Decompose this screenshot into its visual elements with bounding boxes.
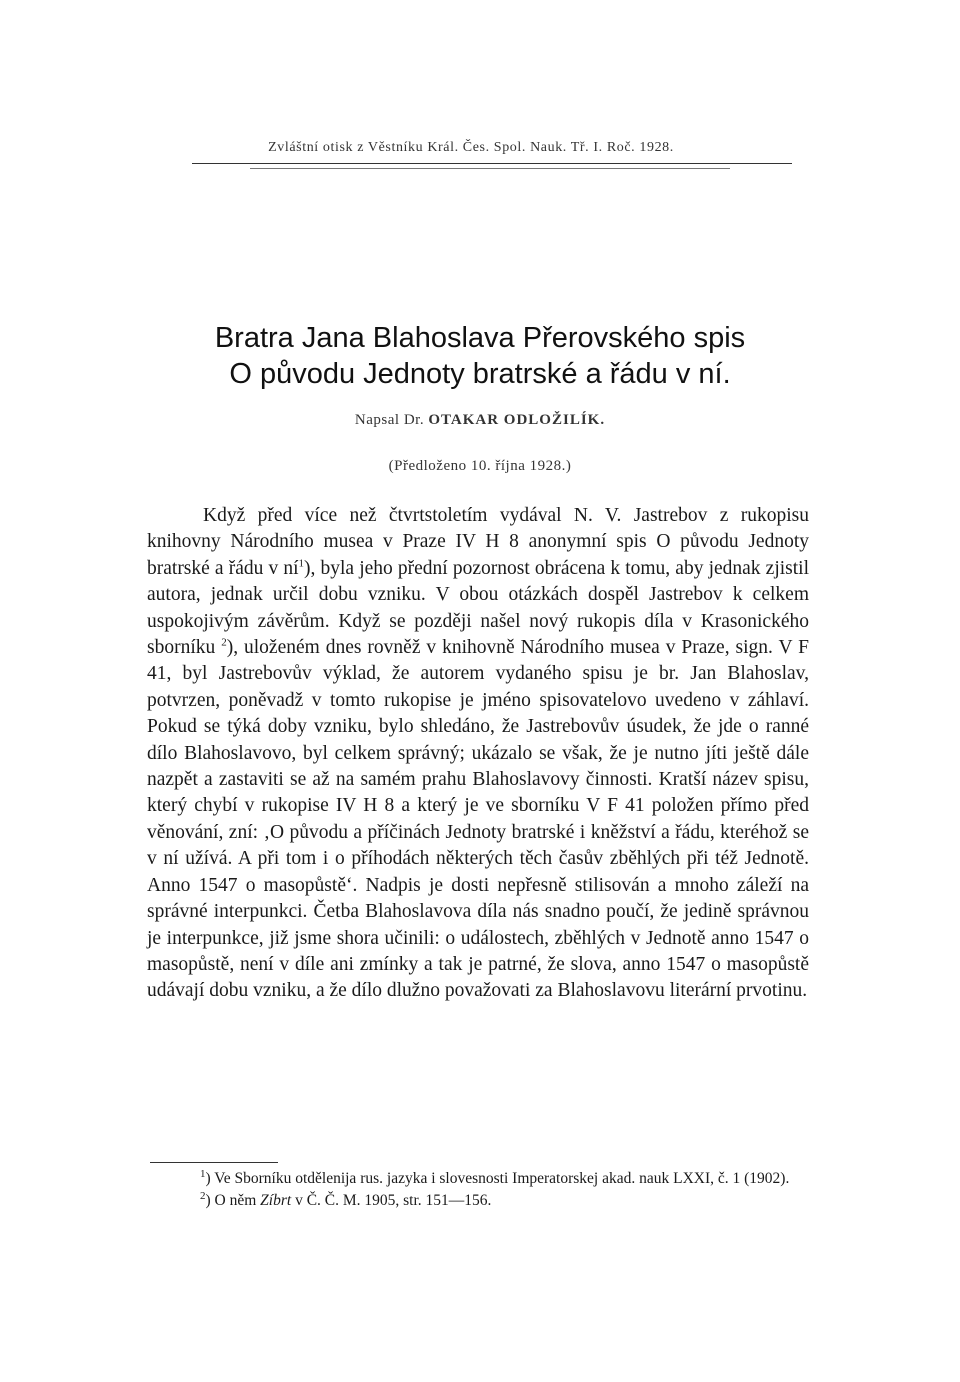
header-rule [192, 163, 792, 164]
article-title [150, 320, 810, 392]
title-line-1: Bratra Jana Blahoslava Přerovského spis [214, 322, 746, 354]
paragraph: Když před více než čtvrtstoletím vydával N. V. Jastrebov z rukopisu knihovny Národního musea v Praze IV H 8 anonymní spis O původu Jednoty bratrské a řádu v $ní^1$), byla jeho přední pozornost obrácena k tomu, aby jednak zjistil autora, jednak určil dobu vzniku. V obou otázkách dospěl Jastrebov k celkem uspokojivým závěrům. Když se později našel nový rukopis díla v Krasonického sborníku $^2$), uloženém dnes rovněž v knihovně Národního musea v Praze, sign. V F 41, byl Jastrebovův výklad, že autorem vydaného spisu je br. Jan Blahoslav, potvrzen, poněvadž v tomto rukopise je jméno spisovatelovo uvedeno v záhlaví. Pokud se týká doby vzniku, bylo shledáno, že Jastrebovův úsudek, že jde o ranné dílo Blahoslavovo, byl celkem správný; ukázalo se však, že je nutno jíti ještě dále nazpět a zastaviti se až na samém prahu Blahoslavovy činnosti. Kratší název spisu, který chybí v rukopise IV H 8 a který je ve sborníku V F 41 položen přímo před věnování, zní: ‚O původu a příčinách Jednoty bratrské i kněžství a řádu, kteréhož se v ní užívá. A při tom i o příhodách některých těch časův zběhlých při též Jednotě. Anno 1547 o masopůstě‘. Nadpis je dosti nepřesně stilisován a mnoho záleží na správné interpunkci. Četba Blahoslavova díla nás snadno poučí, že jedině správnou je interpunkce, již jsme shora učinili: o událostech, zběhlých v Jednotě anno 1547 o masopůstě, není v díle ani zmínky a tak je patrné, že slova, anno 1547 o masopůstě udávají dobu vzniku, a že dílo dlužno považovati za Blahoslavovu literární prvotinu. [147, 505, 810, 1002]
author-line [150, 412, 810, 429]
header-rule-thin [250, 168, 730, 169]
author-name: OTAKAR ODLOŽILÍK. [428, 412, 606, 428]
footnote-1: $^1$) Ve Sborníku otdělenija rus. jazyka i slovesnosti Imperatorskej akad. nauk LXXI, č. 1 (1902). [200, 1167, 790, 1187]
offprint-header: Zvláštní otisk z Věstníku Král. Čes. Spol. Nauk. Tř. I. Roč. 1928. [268, 140, 674, 155]
footnote-2: $^2$) O něm Zíbrt v Č. Č. M. 1905, str. 151—156. [200, 1189, 492, 1209]
footnote-rule [150, 1162, 278, 1163]
footnote-ref-1: 1 [298, 557, 305, 570]
title-line-2: O původu Jednoty bratrské a řádu v ní. [229, 358, 731, 390]
footnote-ref-2: 2 [221, 636, 227, 649]
author-prefix: Napsal Dr. [354, 412, 425, 428]
presented-date: (Předloženo 10. října 1928.) [388, 458, 572, 474]
footnote-author-italic: Zíbrt [260, 1192, 292, 1209]
footnotes [150, 1168, 810, 1212]
body-text [147, 503, 809, 1005]
